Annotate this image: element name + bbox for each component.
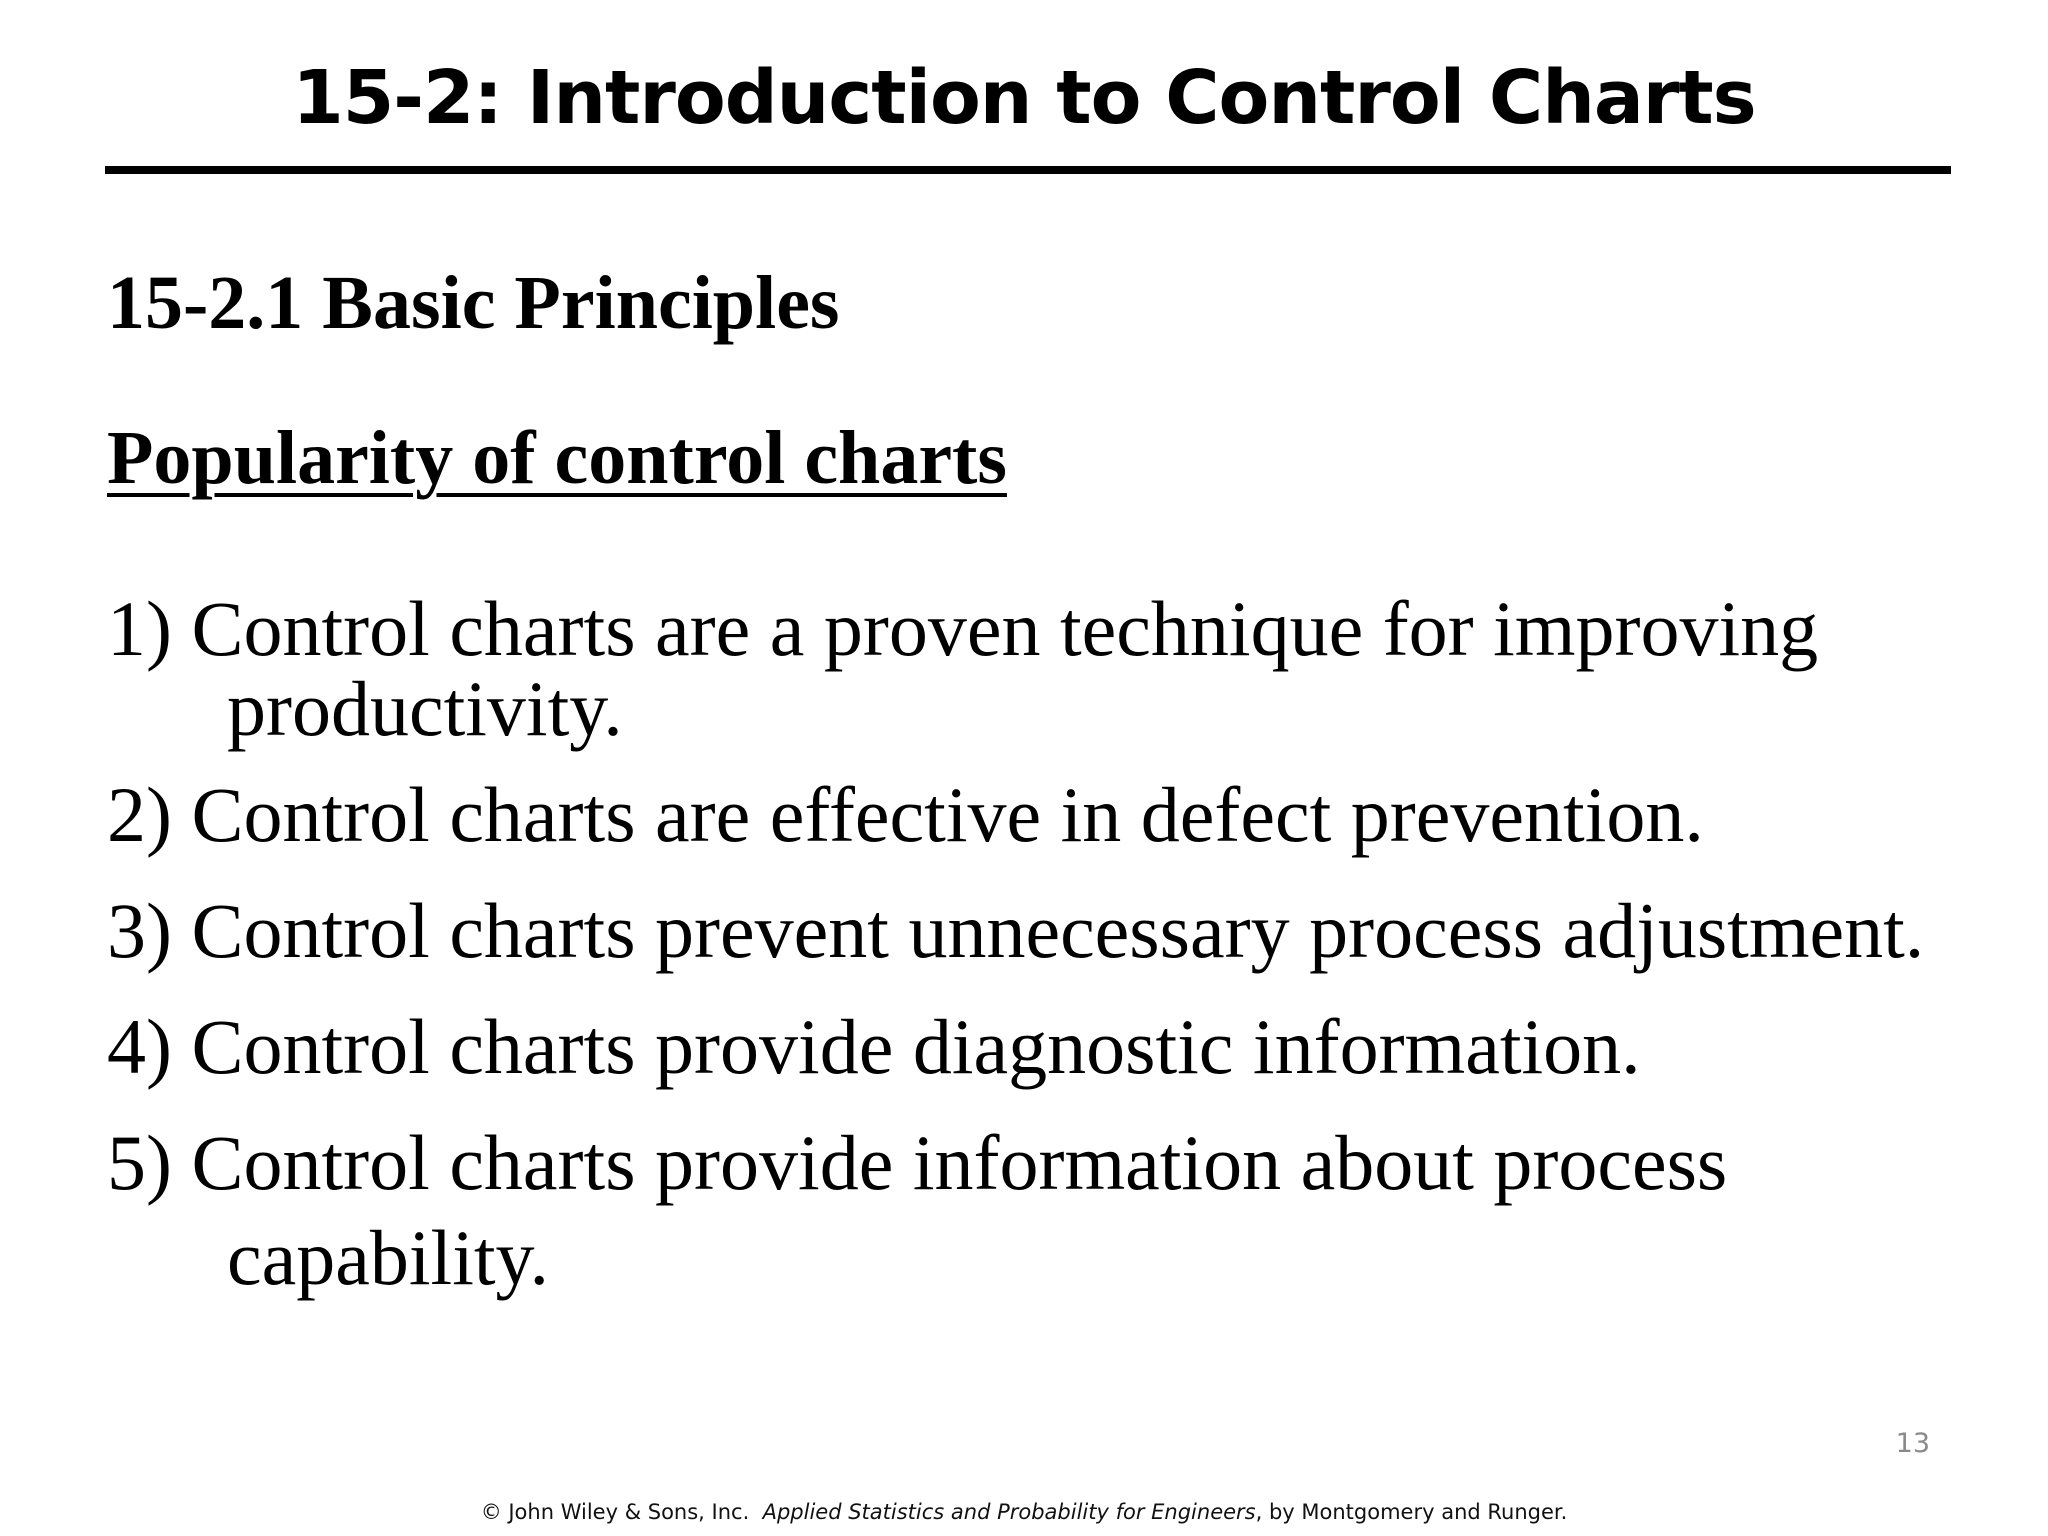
footer-copyright: © John Wiley & Sons, Inc. bbox=[480, 1500, 750, 1524]
point-text: 4) Control charts provide diagnostic information. bbox=[107, 1003, 1641, 1090]
footer-book-title: Applied Statistics and Probability for Engineers bbox=[762, 1500, 1256, 1524]
point-text: 2) Control charts are effective in defect prevention. bbox=[107, 771, 1704, 858]
point-text: 5) Control charts provide information about process bbox=[107, 1119, 1728, 1206]
point-text-continuation: productivity. bbox=[227, 665, 623, 752]
section-heading: 15-2.1 Basic Principles bbox=[107, 261, 840, 345]
point-item-4 bbox=[107, 1002, 2007, 1092]
slide-title: 15-2: Introduction to Control Charts bbox=[292, 55, 1756, 141]
point-item-1 bbox=[107, 584, 2007, 752]
point-item-5 bbox=[107, 1118, 2007, 1308]
footer-authors: , by Montgomery and Runger. bbox=[1255, 1500, 1568, 1524]
point-text: 1) Control charts are a proven technique for improving bbox=[107, 585, 1819, 672]
footer-citation bbox=[0, 1500, 2048, 1524]
subheading: Popularity of control charts bbox=[107, 416, 1007, 500]
page-number: 13 bbox=[1895, 1428, 1930, 1459]
point-text: 3) Control charts prevent unnecessary process adjustment. bbox=[107, 887, 1925, 974]
point-item-2 bbox=[107, 770, 2007, 860]
point-text-continuation: capability. bbox=[227, 1214, 549, 1301]
title-divider bbox=[105, 166, 1951, 174]
point-item-3 bbox=[107, 886, 2007, 976]
points-list bbox=[107, 584, 2007, 1334]
